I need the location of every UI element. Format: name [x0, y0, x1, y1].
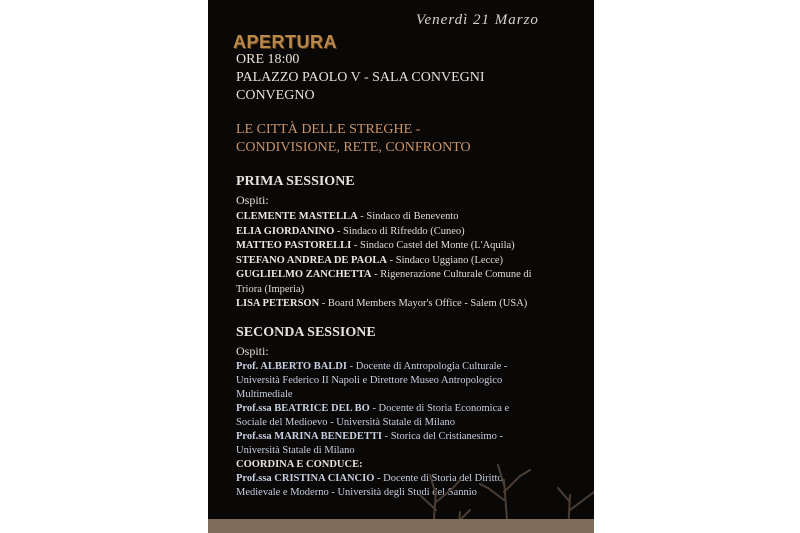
event-time: ORE 18:00: [236, 52, 300, 67]
session-1-title: PRIMA SESSIONE: [236, 174, 355, 189]
guest-row: Prof. ALBERTO BALDI - Docente di Antropologia Culturale -: [236, 361, 508, 372]
conference-title-line-1: LE CITTÀ DELLE STREGHE -: [236, 122, 421, 137]
ground-strip: [208, 519, 594, 533]
guest-row-continuation: Università Statale di Milano: [236, 445, 355, 456]
moderator-label: COORDINA E CONDUCE:: [236, 459, 363, 470]
guest-row: MATTEO PASTORELLI - Sindaco Castel del Monte (L'Aquila): [236, 240, 515, 251]
event-venue: PALAZZO PAOLO V - SALA CONVEGNI: [236, 70, 485, 85]
guest-row-continuation: Sociale del Medioevo - Università Statale di Milano: [236, 417, 455, 428]
guest-row: LISA PETERSON - Board Members Mayor's Office - Salem (USA): [236, 298, 528, 309]
event-poster: [208, 0, 594, 533]
guest-row: Prof.ssa MARINA BENEDETTI - Storica del Cristianesimo -: [236, 431, 503, 442]
conference-title-line-2: CONDIVISIONE, RETE, CONFRONTO: [236, 140, 471, 155]
guest-row: Prof.ssa BEATRICE DEL BO - Docente di Storia Economica e: [236, 403, 510, 414]
event-date: Venerdì 21 Marzo: [416, 12, 539, 28]
guest-row: GUGLIELMO ZANCHETTA - Rigenerazione Culturale Comune di: [236, 269, 532, 280]
section-heading-apertura: APERTURA: [233, 32, 338, 52]
session-2-title: SECONDA SESSIONE: [236, 325, 376, 340]
session-1-guests-label: Ospiti:: [236, 193, 269, 207]
guest-row-continuation: Medievale e Moderno - Università degli Studi del Sannio: [236, 487, 477, 498]
guest-row: ELIA GIORDANINO - Sindaco di Rifreddo (Cuneo): [236, 225, 465, 237]
session-2-guests-label: Ospiti:: [236, 344, 269, 358]
guest-row: CLEMENTE MASTELLA - Sindaco di Benevento: [236, 211, 459, 222]
session-1-guest-list: [236, 210, 532, 312]
guest-row-continuation: Università Federico II Napoli e Direttore Museo Antropologico: [236, 375, 503, 386]
guest-row-continuation: Multimediale: [236, 389, 293, 400]
guest-row: STEFANO ANDREA DE PAOLA - Sindaco Uggiano (Lecce): [236, 254, 504, 266]
event-type: CONVEGNO: [236, 88, 315, 103]
guest-row: Prof.ssa CRISTINA CIANCIO - Docente di Storia del Diritto: [236, 473, 503, 484]
guest-row-continuation: Triora (Imperia): [236, 283, 305, 295]
